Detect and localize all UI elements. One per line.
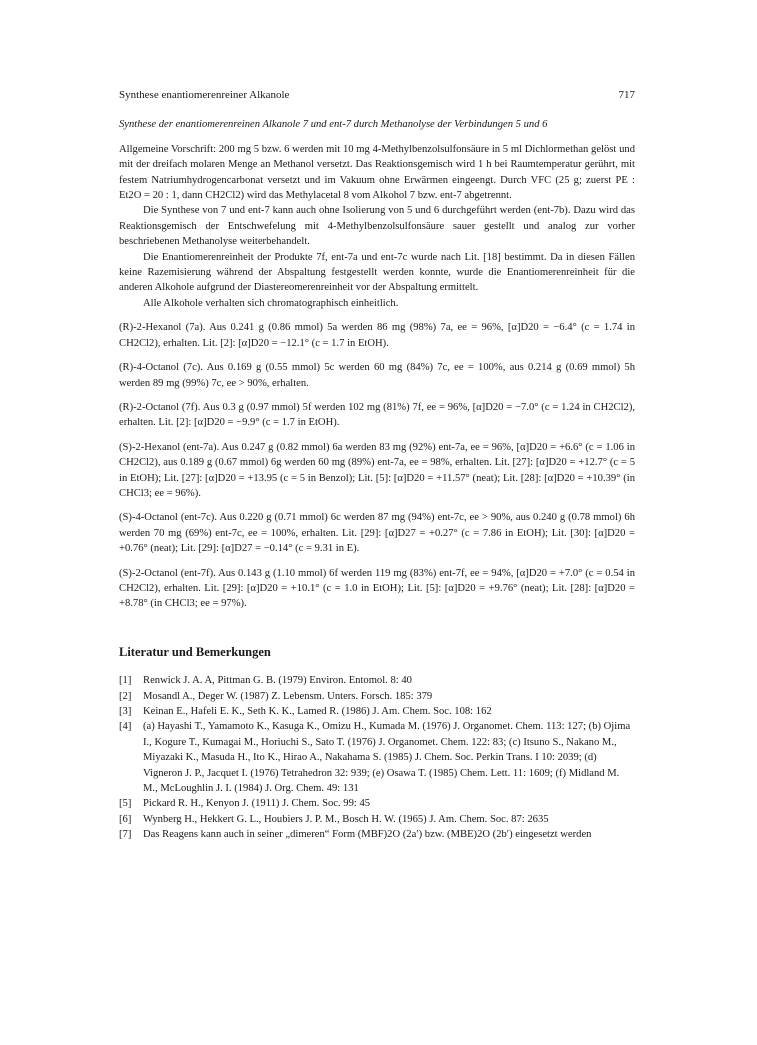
reference-item — [119, 673, 635, 688]
reference-number: [6] — [119, 813, 132, 825]
reference-item — [119, 719, 635, 796]
reference-number: [5] — [119, 798, 132, 810]
reference-item — [119, 796, 635, 811]
reference-item — [119, 812, 635, 827]
procedure-paragraph: Die Enantiomerenreinheit der Produkte 7f, ent-7a und ent-7c wurde nach Lit. [18] bestimmt. Da in diesen Fällen keine Razemisierung während der Abspaltung festgestellt werden konnte, wurde die Enantiomerenreinheit für die anderen Alkohole aufgrund der Diastereomerenreinheit vor der Abspaltung ermittelt. — [119, 251, 635, 294]
procedure-paragraph: Allgemeine Vorschrift: 200 mg 5 bzw. 6 werden mit 10 mg 4-Methylbenzolsulfonsäure in 5 ml Dichlormethan gelöst und mit der dreifach molaren Menge an Methanol versetzt. Das Reaktionsgemisch wird 1 h bei Raumtemperatur gerührt, mit festem Natriumhydrogencarbonat versetzt und im Vakuum ohne Erwärmen eingeengt. Durch VFC (25 g; zuerst PE : Et2O = 20 : 1, dann CH2Cl2) wird das Methylacetal 8 vom Alkohol 7 bzw. ent-7 abgetrennt. — [119, 143, 635, 202]
reference-text: Mosandl A., Deger W. (1987) Z. Lebensm. Unters. Forsch. 185: 379 — [143, 690, 433, 702]
running-title: Synthese enantiomerenreiner Alkanole — [119, 89, 290, 101]
compound-entry: (S)-2-Octanol (ent-7f). Aus 0.143 g (1.10 mmol) 6f werden 119 mg (83%) ent-7f, ee = 94%, [α]D20 = +7.0° (c = 0.54 in CH2Cl2), erhalten. Lit. [29]: [α]D20 = +10.1° (c = 1.0 in EtOH); Lit. [5]: [α]D20 = +9.76° (neat); Lit. [28]: [α]D20 = +8.78° (in CHCl3; ee = 97%). — [119, 567, 635, 610]
reference-text: (a) Hayashi T., Yamamoto K., Kasuga K., Omizu H., Kumada M. (1976) J. Organomet. Chem. 113: 127; (b) Ojima I., Kogure T., Kumagai M., Horiuchi S., Sato T. (1976) J. Organomet. Chem. 122: 83; (c) Itsuno S., Nakano M., Miyazaki K., Masuda H., Ito K., Hirao A., Nakahama S. (1985) J. Chem. Soc. Perkin Trans. I 10: 2039; (d) Vigneron J. P., Jacquet I. (1976) Tetrahedron 32: 939; (e) Osawa T. (1985) Chem. Lett. 11: 1609; (f) Midland M. M., McLoughlin J. I. (1984) J. Org. Chem. 49: 131 — [143, 721, 631, 795]
reference-number: [3] — [119, 706, 132, 717]
reference-item — [119, 704, 635, 719]
compound-entry: (R)-2-Octanol (7f). Aus 0.3 g (0.97 mmol) 5f werden 102 mg (81%) 7f, ee = 96%, [α]D20 = −7.0° (c = 1.24 in CH2Cl2), erhalten. Lit. [2]: [α]D20 = −9.9° (c = 1.7 in EtOH). — [119, 401, 635, 429]
reference-text: Das Reagens kann auch in seiner „dimeren“ Form (MBF)2O (2a′) bzw. (MBE)2O (2b′) eingesetzt werden — [143, 829, 592, 841]
reference-text: Pickard R. H., Kenyon J. (1911) J. Chem. Soc. 99: 45 — [143, 798, 371, 810]
running-header — [119, 88, 635, 103]
reference-text: Keinan E., Hafeli E. K., Seth K. K., Lamed R. (1986) J. Am. Chem. Soc. 108: 162 — [143, 706, 492, 717]
reference-number: [1] — [119, 675, 132, 687]
procedure-paragraph: Die Synthese von 7 und ent-7 kann auch ohne Isolierung von 5 und 6 durchgeführt werden (ent-7b). Dazu wird das Reaktionsgemisch der Entschwefelung mit 4-Methylbenzolsulfonsäure sauer gestellt und analog zur vorher beschriebenen Methanolyse weiterbehandelt. — [119, 205, 635, 248]
section-heading: Synthese der enantiomerenreinen Alkanole 7 und ent-7 durch Methanolyse der Verbindungen 5 und 6 — [119, 119, 548, 131]
page-number: 717 — [618, 89, 635, 101]
document-page — [119, 88, 635, 843]
reference-item — [119, 827, 635, 842]
reference-number: [4] — [119, 721, 132, 733]
reference-list — [119, 673, 635, 842]
reference-item — [119, 689, 635, 704]
references-title: Literatur und Bemerkungen — [119, 644, 271, 659]
procedure-paragraph: Alle Alkohole verhalten sich chromatographisch einheitlich. — [143, 297, 399, 309]
reference-text: Renwick J. A. A, Pittman G. B. (1979) Environ. Entomol. 8: 40 — [143, 675, 412, 687]
compound-entry: (S)-2-Hexanol (ent-7a). Aus 0.247 g (0.82 mmol) 6a werden 83 mg (92%) ent-7a, ee = 96%, [α]D20 = +6.6° (c = 1.06 in CH2Cl2), aus 0.189 g (0.67 mmol) 6g werden 60 mg (89%) ent-7a, ee = 98%, erhalten. Lit. [27]: [α]D20 = +12.7° (c = 5 in EtOH); Lit. [27]: [α]D20 = +13.95 (c = 5 in Benzol); Lit. [5]: [α]D20 = +11.57° (neat); Lit. [28]: [α]D20 = +10.39° (in CHCl3; ee = 96%). — [119, 441, 635, 499]
compound-entry: (S)-4-Octanol (ent-7c). Aus 0.220 g (0.71 mmol) 6c werden 87 mg (94%) ent-7c, ee > 90%, aus 0.240 g (0.78 mmol) 6h werden 70 mg (69%) ent-7c, ee = 100%, erhalten. Lit. [29]: [α]D27 = +0.27° (c = 7.86 in EtOH); Lit. [30]: [α]D20 = +0.76° (neat); Lit. [29]: [α]D27 = −0.14° (c = 9.31 in E). — [119, 512, 635, 555]
compound-entry: (R)-2-Hexanol (7a). Aus 0.241 g (0.86 mmol) 5a werden 86 mg (98%) 7a, ee = 96%, [α]D20 = −6.4° (c = 1.74 in CH2Cl2), erhalten. Lit. [2]: [α]D20 = −12.1° (c = 1.7 in EtOH). — [119, 322, 635, 349]
reference-number: [2] — [119, 690, 132, 702]
compound-entry: (R)-4-Octanol (7c). Aus 0.169 g (0.55 mmol) 5c werden 60 mg (84%) 7c, ee = 100%, aus 0.214 g (0.69 mmol) 5h werden 89 mg (99%) 7c, ee > 90%, erhalten. — [119, 362, 635, 389]
reference-text: Wynberg H., Hekkert G. L., Houbiers J. P. M., Bosch H. W. (1965) J. Am. Chem. Soc. 87: 2635 — [143, 813, 549, 825]
reference-number: [7] — [119, 829, 132, 841]
